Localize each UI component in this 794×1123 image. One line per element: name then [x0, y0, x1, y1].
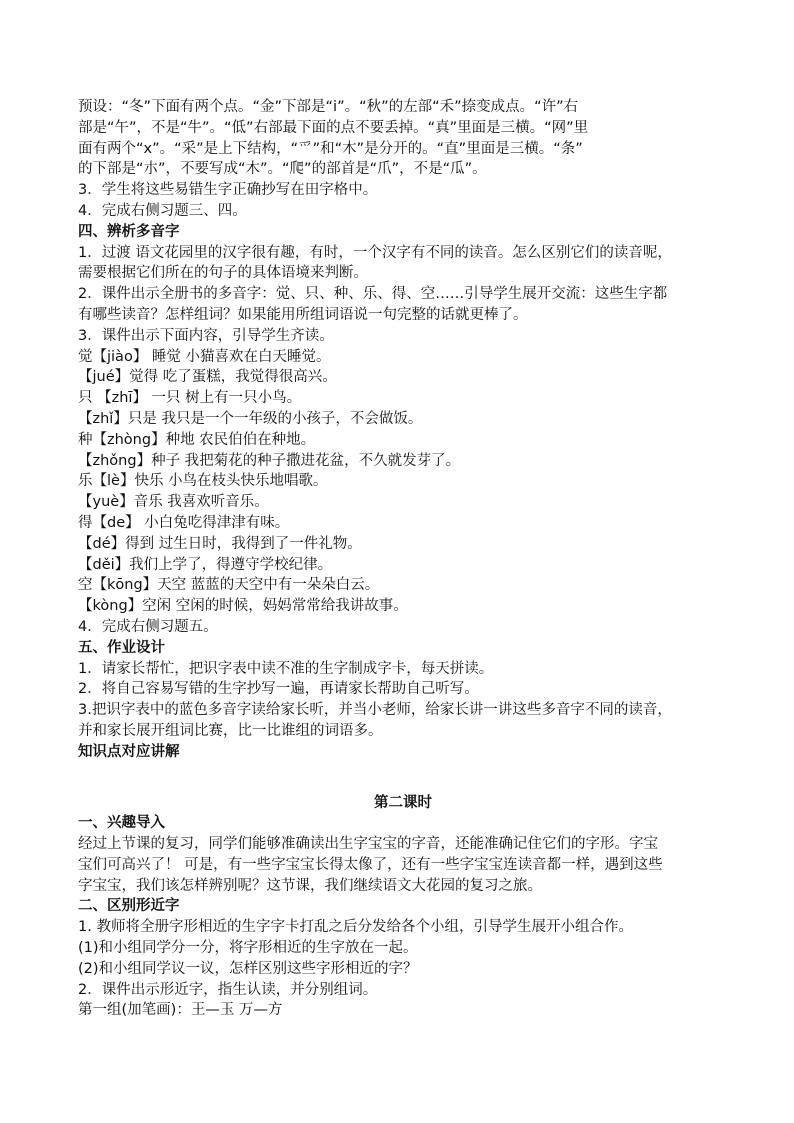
- section-gap: [78, 763, 728, 793]
- text-line: 得【de】 小白兔吃得津津有味。: [78, 514, 290, 531]
- text-line: 【děi】我们上学了，得遵守学校纪律。: [78, 556, 333, 573]
- text-line: 字宝宝，我们该怎样辨别呢？这节课，我们继续语文大花园的复习之旅。: [78, 877, 542, 894]
- text-line: 1．过渡 语文花园里的汉字很有趣，有时，一个汉字有不同的读音。怎么区别它们的读音呢，: [78, 244, 672, 261]
- text-line: 2．将自己容易写错的生字抄写一遍，再请家长帮助自己听写。: [78, 681, 479, 698]
- text-line: 乐【lè】快乐 小鸟在枝头快乐地唱歌。: [78, 473, 328, 490]
- lesson-two-body: [78, 813, 728, 1021]
- text-line: 3.把识字表中的蓝色多音字读给家长听，并当小老师，给家长讲一讲这些多音字不同的读音，: [78, 702, 672, 719]
- text-line: 第一组(加笔画)：王—玉 万—方: [78, 1002, 283, 1019]
- text-line: 面有两个“ⅹ”。“采”是上下结构，“爫”和“木”是分开的。“直”里面是三横。“条”: [78, 140, 583, 157]
- section-heading: 四、辨析多音字: [78, 223, 180, 240]
- text-line: 宝们可高兴了！ 可是，有一些字宝宝长得太像了，还有一些字宝宝连读音都一样，遇到这些: [78, 856, 663, 873]
- text-line: 【jué】觉得 吃了蛋糕，我觉得很高兴。: [78, 369, 337, 386]
- text-line: 预设：“冬”下面有两个点。“金”下部是“ⅰ”。“秋”的左部“禾”捺变成点。“许”右: [78, 99, 579, 115]
- text-line: 4．完成右侧习题三、四。: [78, 202, 247, 219]
- text-line: 有哪些读音？怎样组词？如果能用所组词语说一句完整的话就更棒了。: [78, 306, 528, 323]
- lesson-two-title: 第二课时: [374, 794, 432, 811]
- text-line: 空【kōng】天空 蓝蓝的天空中有一朵朵白云。: [78, 577, 380, 594]
- text-line: 4．完成右侧习题五。: [78, 618, 218, 635]
- text-line: 并和家长展开组词比赛，比一比谁组的词语多。: [78, 722, 383, 739]
- section-heading: 五、作业设计: [78, 639, 165, 656]
- section-heading: 知识点对应讲解: [78, 743, 180, 760]
- text-line: 需要根据它们所在的句子的具体语境来判断。: [78, 265, 368, 282]
- text-line: 3．学生将这些易错生字正确抄写在田字格中。: [78, 182, 378, 199]
- document-page: [78, 97, 728, 1021]
- text-line: 2．课件出示形近字，指生认读，并分别组词。: [78, 981, 378, 998]
- text-line: 只 【zhī】 一只 树上有一只小鸟。: [78, 390, 302, 407]
- lesson-one-continuation: [78, 97, 728, 763]
- text-line: 经过上节课的复习，同学们能够准确读出生字宝宝的字音，还能准确记住它们的字形。字宝: [78, 836, 658, 853]
- section-heading: 二、区别形近字: [78, 898, 180, 915]
- text-line: (1)和小组同学分一分，将字形相近的生字放在一起。: [78, 940, 418, 957]
- text-line: 【dé】得到 过生日时，我得到了一件礼物。: [78, 535, 362, 552]
- text-line: 3．课件出示下面内容，引导学生齐读。: [78, 327, 334, 344]
- section-heading: 一、兴趣导入: [78, 815, 165, 832]
- text-line: 觉【jiào】 睡觉 小猫喜欢在白天睡觉。: [78, 348, 331, 365]
- text-line: 【zhǒng】种子 我把菊花的种子撒进花盆，不久就发芽了。: [78, 452, 461, 469]
- text-line: 1. 教师将全册字形相近的生字字卡打乱之后分发给各个小组，引导学生展开小组合作。: [78, 919, 633, 936]
- text-line: 的下部是“朩”，不要写成“木”。“爬”的部首是“爪”，不是“瓜”。: [78, 161, 487, 178]
- text-line: 【kòng】空闲 空闲的时候，妈妈常常给我讲故事。: [78, 598, 408, 615]
- text-line: 【yuè】音乐 我喜欢听音乐。: [78, 494, 269, 511]
- text-line: 1．请家长帮忙，把识字表中读不准的生字制成字卡，每天拼读。: [78, 660, 494, 677]
- text-line: 2．课件出示全册书的多音字：觉、只、种、乐、得、空……引导学生展开交流：这些生字都: [78, 286, 668, 303]
- text-line: 种【zhòng】种地 农民伯伯在种地。: [78, 431, 316, 448]
- text-line: (2)和小组同学议一议，怎样区别这些字形相近的字？: [78, 960, 418, 977]
- text-line: 部是“午”，不是“牛”。“低”右部最下面的点不要丢掉。“真”里面是三横。“网”里: [78, 119, 589, 136]
- text-line: 【zhǐ】只是 我只是一个一年级的小孩子，不会做饭。: [78, 410, 423, 427]
